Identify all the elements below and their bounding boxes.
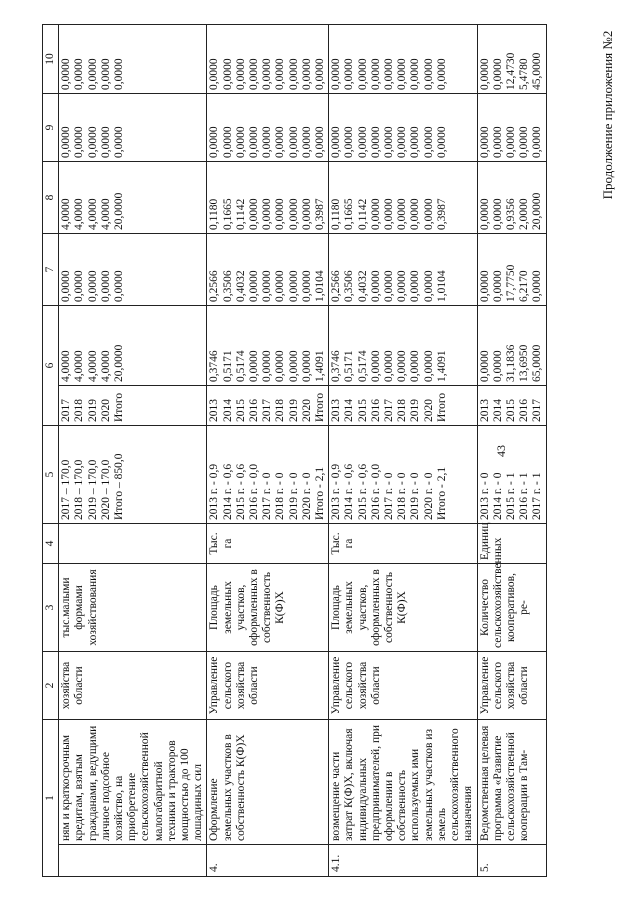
row-description: Оформление земельных участков в собственность К(Ф)Х	[207, 720, 329, 845]
row-federal-value: 0,4032	[234, 270, 247, 302]
row-years-value: 2017	[261, 399, 274, 422]
row-years-value: 2017	[383, 399, 396, 422]
row-unit: Тыс. га	[329, 524, 477, 564]
row-federal-value: 0,0000	[274, 270, 287, 302]
row-responsible: хозяйства области	[59, 652, 207, 720]
row-regional-value: 4,0000	[99, 198, 112, 230]
row-local-value: 0,0000	[60, 126, 73, 158]
row-other-value: 0,0000	[99, 58, 112, 90]
row-total-value: 0,0000	[248, 350, 261, 382]
row-other-value: 0,0000	[60, 58, 73, 90]
row-regional-value: 0,1142	[234, 198, 247, 230]
row-number	[59, 845, 207, 877]
row-years-value: 2018	[274, 399, 287, 422]
row-years-value: 2020	[99, 399, 112, 422]
table-row	[477, 25, 546, 877]
row-regional-value: 0,1180	[208, 198, 221, 230]
row-other-value: 0,0000	[343, 58, 356, 90]
row-total-value: 0,0000	[287, 350, 300, 382]
header-col-4: 4	[43, 524, 59, 564]
row-federal-value: 0,0000	[261, 270, 274, 302]
row-federal	[59, 234, 207, 306]
header-col-7: 7	[43, 234, 59, 306]
row-federal-value: 0,0000	[86, 270, 99, 302]
row-targets-value: 2017 г. - 1	[531, 472, 544, 520]
row-indicator: Количество сельскохозяйственных кооперативов, ре-	[477, 564, 546, 652]
row-total	[329, 306, 477, 386]
row-other-value: 0,0000	[422, 58, 435, 90]
table-row	[59, 25, 207, 877]
row-regional-value: 0,1665	[221, 198, 234, 230]
row-regional	[207, 162, 329, 234]
row-federal-value: 0,2566	[208, 270, 221, 302]
row-targets	[477, 426, 546, 524]
row-other-value: 0,0000	[330, 58, 343, 90]
row-regional-value: 0,0000	[369, 198, 382, 230]
row-regional-value: 0,3987	[435, 198, 448, 230]
row-local-value: 0,0000	[113, 126, 126, 158]
table-row	[207, 25, 329, 877]
row-regional-value: 0,0000	[274, 198, 287, 230]
row-federal-value: 0,0000	[113, 270, 126, 302]
row-targets-value: 2013 г. - 0,9	[208, 463, 221, 520]
row-targets-value: 2018 – 170,0	[73, 459, 86, 520]
row-years-value: 2014	[343, 399, 356, 422]
row-years-value: 2014	[221, 399, 234, 422]
row-local-value: 0,0000	[73, 126, 86, 158]
row-total-value: 4,0000	[73, 350, 86, 382]
row-years-value: 2013	[330, 399, 343, 422]
continuation-heading: Продолжение приложения №2	[600, 30, 615, 200]
row-federal-value: 1,0104	[314, 270, 327, 302]
row-total-value: 0,0000	[300, 350, 313, 382]
row-total-value: 4,0000	[60, 350, 73, 382]
row-other-value: 0,0000	[396, 58, 409, 90]
row-years-value: Итого	[314, 392, 327, 422]
row-local-value: 0,0000	[234, 126, 247, 158]
row-targets-value: 2019 г. - 0	[409, 472, 422, 520]
row-total-value: 0,3746	[330, 350, 343, 382]
row-regional-value: 0,0000	[261, 198, 274, 230]
header-col-1: 1	[43, 720, 59, 877]
row-federal-value: 0,0000	[300, 270, 313, 302]
row-targets-value: 2014 г. - 0	[491, 472, 504, 520]
row-targets-value: Итого - 2,1	[314, 466, 327, 520]
header-row	[43, 25, 59, 877]
row-years-value: 2017	[531, 399, 544, 422]
row-years-value: 2015	[234, 399, 247, 422]
row-regional-value: 0,9356	[504, 198, 517, 230]
row-other-value: 0,0000	[113, 58, 126, 90]
row-other-value: 0,0000	[356, 58, 369, 90]
row-years	[207, 386, 329, 426]
row-total-value: 0,0000	[383, 350, 396, 382]
row-other-value: 0,0000	[234, 58, 247, 90]
row-total-value: 0,5171	[221, 350, 234, 382]
row-regional-value: 4,0000	[73, 198, 86, 230]
row-total-value: 0,0000	[491, 350, 504, 382]
row-local-value: 0,0000	[330, 126, 343, 158]
row-unit: Единиц	[477, 524, 546, 564]
row-other-value: 0,0000	[73, 58, 86, 90]
row-local-value: 0,0000	[208, 126, 221, 158]
row-local-value: 0,0000	[314, 126, 327, 158]
row-local-value: 0,0000	[287, 126, 300, 158]
row-federal-value: 0,0000	[248, 270, 261, 302]
row-local-value: 0,0000	[99, 126, 112, 158]
row-other-value: 0,0000	[478, 58, 491, 90]
row-years	[329, 386, 477, 426]
row-indicator: Площадь земельных участков, оформленных в собственность К(Ф)Х	[329, 564, 477, 652]
row-total-value: 4,0000	[86, 350, 99, 382]
row-regional	[329, 162, 477, 234]
row-other-value: 0,0000	[369, 58, 382, 90]
row-other	[59, 25, 207, 94]
row-federal-value: 0,3506	[343, 270, 356, 302]
row-targets-value: 2017 – 170,0	[60, 459, 73, 520]
row-regional-value: 0,3987	[314, 198, 327, 230]
row-total	[207, 306, 329, 386]
row-local-value: 0,0000	[491, 126, 504, 158]
row-targets-value: Итого - 2,1	[435, 466, 448, 520]
row-total	[59, 306, 207, 386]
row-targets-value: 2015 г. - 0,6	[234, 463, 247, 520]
row-other-value: 0,0000	[221, 58, 234, 90]
program-table	[42, 24, 547, 877]
row-federal-value: 0,2566	[330, 270, 343, 302]
row-number: 4.1.	[329, 845, 477, 877]
row-total-value: 0,0000	[274, 350, 287, 382]
row-years	[477, 386, 546, 426]
row-local	[329, 94, 477, 162]
row-years-value: 2018	[396, 399, 409, 422]
row-regional-value: 2,0000	[518, 198, 531, 230]
row-years-value: 2019	[287, 399, 300, 422]
row-regional-value: 20,0000	[113, 192, 126, 230]
header-col-6: 6	[43, 306, 59, 426]
row-years-value: 2020	[422, 399, 435, 422]
row-local-value: 0,0000	[383, 126, 396, 158]
row-years-value: 2019	[86, 399, 99, 422]
row-years-value: 2013	[208, 399, 221, 422]
row-total-value: 0,0000	[422, 350, 435, 382]
row-targets-value: 2016 г. - 0,0	[248, 463, 261, 520]
row-regional-value: 0,0000	[491, 198, 504, 230]
row-targets-value: 2019 – 170,0	[86, 459, 99, 520]
header-col-5: 5	[43, 426, 59, 524]
row-regional-value: 0,1142	[356, 198, 369, 230]
row-targets-value: 2020 г. - 0	[422, 472, 435, 520]
row-local-value: 0,0000	[343, 126, 356, 158]
row-total-value: 13,6950	[518, 344, 531, 382]
row-total	[477, 306, 546, 386]
row-federal	[329, 234, 477, 306]
row-total-value: 31,1836	[504, 344, 517, 382]
row-local-value: 0,0000	[221, 126, 234, 158]
row-years-value: 2018	[73, 399, 86, 422]
row-total-value: 20,0000	[113, 344, 126, 382]
row-federal-value: 0,0000	[409, 270, 422, 302]
row-years-value: 2017	[60, 399, 73, 422]
row-targets-value: 2016 г. - 0,0	[369, 463, 382, 520]
row-local-value: 0,0000	[274, 126, 287, 158]
row-total-value: 0,5174	[234, 350, 247, 382]
row-other-value: 0,0000	[383, 58, 396, 90]
row-federal-value: 0,4032	[356, 270, 369, 302]
row-federal-value: 0,0000	[60, 270, 73, 302]
row-targets-value: 2014 г. - 0,6	[343, 463, 356, 520]
row-other-value: 0,0000	[314, 58, 327, 90]
row-local-value: 0,0000	[531, 126, 544, 158]
row-other-value: 5,4780	[518, 58, 531, 90]
row-total-value: 4,0000	[99, 350, 112, 382]
row-regional-value: 0,0000	[300, 198, 313, 230]
row-unit: Тыс. га	[207, 524, 329, 564]
row-indicator: Площадь земельных участков, оформленных в собственность К(Ф)Х	[207, 564, 329, 652]
row-number: 4.	[207, 845, 329, 877]
row-description: возмещение части затрат К(Ф)Х, включая индивидуальных предпринимателей, при оформлении в собственность используемых ими земельных участков из земель сельскохозяйственного назначения	[329, 720, 477, 845]
row-federal-value: 0,0000	[531, 270, 544, 302]
row-federal-value: 0,0000	[287, 270, 300, 302]
row-regional-value: 4,0000	[86, 198, 99, 230]
row-regional-value: 0,1180	[330, 198, 343, 230]
row-years-value: 2015	[356, 399, 369, 422]
row-local-value: 0,0000	[409, 126, 422, 158]
header-col-3: 3	[43, 564, 59, 652]
page-number: 43	[494, 445, 508, 457]
row-targets-value: 2013 г. - 0,9	[330, 463, 343, 520]
row-federal-value: 0,0000	[369, 270, 382, 302]
row-federal-value: 6,2170	[518, 270, 531, 302]
row-targets-value: Итого – 850,0	[113, 453, 126, 520]
row-other-value: 0,0000	[208, 58, 221, 90]
row-responsible: Управление сельского хозяйства области	[477, 652, 546, 720]
row-total-value: 0,5171	[343, 350, 356, 382]
row-targets-value: 2017 г. - 0	[383, 472, 396, 520]
row-indicator: тыс.малыми формами хозяйствования	[59, 564, 207, 652]
row-federal-value: 1,0104	[435, 270, 448, 302]
row-total-value: 0,0000	[369, 350, 382, 382]
row-targets	[207, 426, 329, 524]
row-total-value: 0,0000	[396, 350, 409, 382]
row-total-value: 1,4091	[314, 350, 327, 382]
row-years-value: Итого	[435, 392, 448, 422]
row-local-value: 0,0000	[422, 126, 435, 158]
row-local-value: 0,0000	[478, 126, 491, 158]
row-federal-value: 0,0000	[99, 270, 112, 302]
row-other-value: 0,0000	[435, 58, 448, 90]
row-local	[207, 94, 329, 162]
row-regional	[477, 162, 546, 234]
row-other	[329, 25, 477, 94]
row-unit	[59, 524, 207, 564]
row-federal-value: 0,0000	[73, 270, 86, 302]
row-years-value: 2015	[504, 399, 517, 422]
row-other	[207, 25, 329, 94]
header-col-2: 2	[43, 652, 59, 720]
row-local-value: 0,0000	[396, 126, 409, 158]
row-federal-value: 0,3506	[221, 270, 234, 302]
row-local-value: 0,0000	[261, 126, 274, 158]
row-regional-value: 0,0000	[478, 198, 491, 230]
row-total-value: 65,0000	[531, 344, 544, 382]
row-description: ням и краткосрочным кредитам, взятым гражданами, ведущими личное подсобное хозяйство, на приобретение сельскохозяйственной малогабаритной техники и тракторов мощностью до 100 лошадиных сил	[59, 720, 207, 845]
row-years-value: 2016	[518, 399, 531, 422]
row-targets	[59, 426, 207, 524]
row-federal	[477, 234, 546, 306]
row-local-value: 0,0000	[435, 126, 448, 158]
row-total-value: 0,5174	[356, 350, 369, 382]
row-federal-value: 0,0000	[383, 270, 396, 302]
row-other-value: 0,0000	[274, 58, 287, 90]
row-years-value: 2013	[478, 399, 491, 422]
row-other	[477, 25, 546, 94]
row-targets-value: 2014 г. - 0,6	[221, 463, 234, 520]
row-years-value: Итого	[113, 392, 126, 422]
row-total-value: 0,0000	[409, 350, 422, 382]
row-local-value: 0,0000	[369, 126, 382, 158]
header-col-8: 8	[43, 162, 59, 234]
row-other-value: 0,0000	[409, 58, 422, 90]
table-body	[59, 25, 546, 877]
row-years	[59, 386, 207, 426]
row-federal	[207, 234, 329, 306]
table-row	[329, 25, 477, 877]
row-regional-value: 0,0000	[409, 198, 422, 230]
row-responsible: Управление сельского хозяйства области	[207, 652, 329, 720]
row-local-value: 0,0000	[356, 126, 369, 158]
row-years-value: 2016	[248, 399, 261, 422]
row-years-value: 2016	[369, 399, 382, 422]
row-description: Ведомственная целевая программа «Развитие сельскохозяйственной кооперации в Там-	[477, 720, 546, 845]
row-targets-value: 2013 г. - 0	[478, 472, 491, 520]
row-total-value: 0,0000	[478, 350, 491, 382]
row-regional-value: 4,0000	[60, 198, 73, 230]
row-number: 5.	[477, 845, 546, 877]
header-col-10: 10	[43, 25, 59, 94]
row-years-value: 2014	[491, 399, 504, 422]
row-federal-value: 0,0000	[396, 270, 409, 302]
row-federal-value: 0,0000	[478, 270, 491, 302]
row-total-value: 0,3746	[208, 350, 221, 382]
row-targets-value: 2020 – 170,0	[99, 459, 112, 520]
row-regional-value: 0,0000	[383, 198, 396, 230]
row-regional	[59, 162, 207, 234]
row-other-value: 0,0000	[261, 58, 274, 90]
row-targets-value: 2018 г. - 0	[274, 472, 287, 520]
row-years-value: 2020	[300, 399, 313, 422]
row-total-value: 0,0000	[261, 350, 274, 382]
row-other-value: 12,4730	[504, 52, 517, 90]
row-regional-value: 0,0000	[248, 198, 261, 230]
row-regional-value: 20,0000	[531, 192, 544, 230]
row-years-value: 2019	[409, 399, 422, 422]
row-local	[477, 94, 546, 162]
row-targets-value: 2019 г. - 0	[287, 472, 300, 520]
row-targets-value: 2020 г. - 0	[300, 472, 313, 520]
row-federal-value: 17,7750	[504, 264, 517, 302]
row-federal-value: 0,0000	[422, 270, 435, 302]
row-targets-value: 2015 г. - 0,6	[356, 463, 369, 520]
row-targets-value: 2015 г. - 1	[504, 472, 517, 520]
row-targets-value: 2017 г. - 0	[261, 472, 274, 520]
row-other-value: 0,0000	[300, 58, 313, 90]
row-responsible: Управление сельского хозяйства области	[329, 652, 477, 720]
row-regional-value: 0,0000	[287, 198, 300, 230]
row-targets	[329, 426, 477, 524]
row-total-value: 1,4091	[435, 350, 448, 382]
row-local-value: 0,0000	[518, 126, 531, 158]
row-other-value: 0,0000	[248, 58, 261, 90]
row-local-value: 0,0000	[504, 126, 517, 158]
row-other-value: 0,0000	[491, 58, 504, 90]
header-col-9: 9	[43, 94, 59, 162]
row-local-value: 0,0000	[300, 126, 313, 158]
row-targets-value: 2018 г. - 0	[396, 472, 409, 520]
row-local-value: 0,0000	[248, 126, 261, 158]
row-local-value: 0,0000	[86, 126, 99, 158]
row-regional-value: 0,1665	[343, 198, 356, 230]
row-targets-value: 2016 г. - 1	[518, 472, 531, 520]
row-regional-value: 0,0000	[396, 198, 409, 230]
row-other-value: 0,0000	[86, 58, 99, 90]
row-regional-value: 0,0000	[422, 198, 435, 230]
row-local	[59, 94, 207, 162]
row-other-value: 0,0000	[287, 58, 300, 90]
row-other-value: 45,0000	[531, 52, 544, 90]
row-federal-value: 0,0000	[491, 270, 504, 302]
